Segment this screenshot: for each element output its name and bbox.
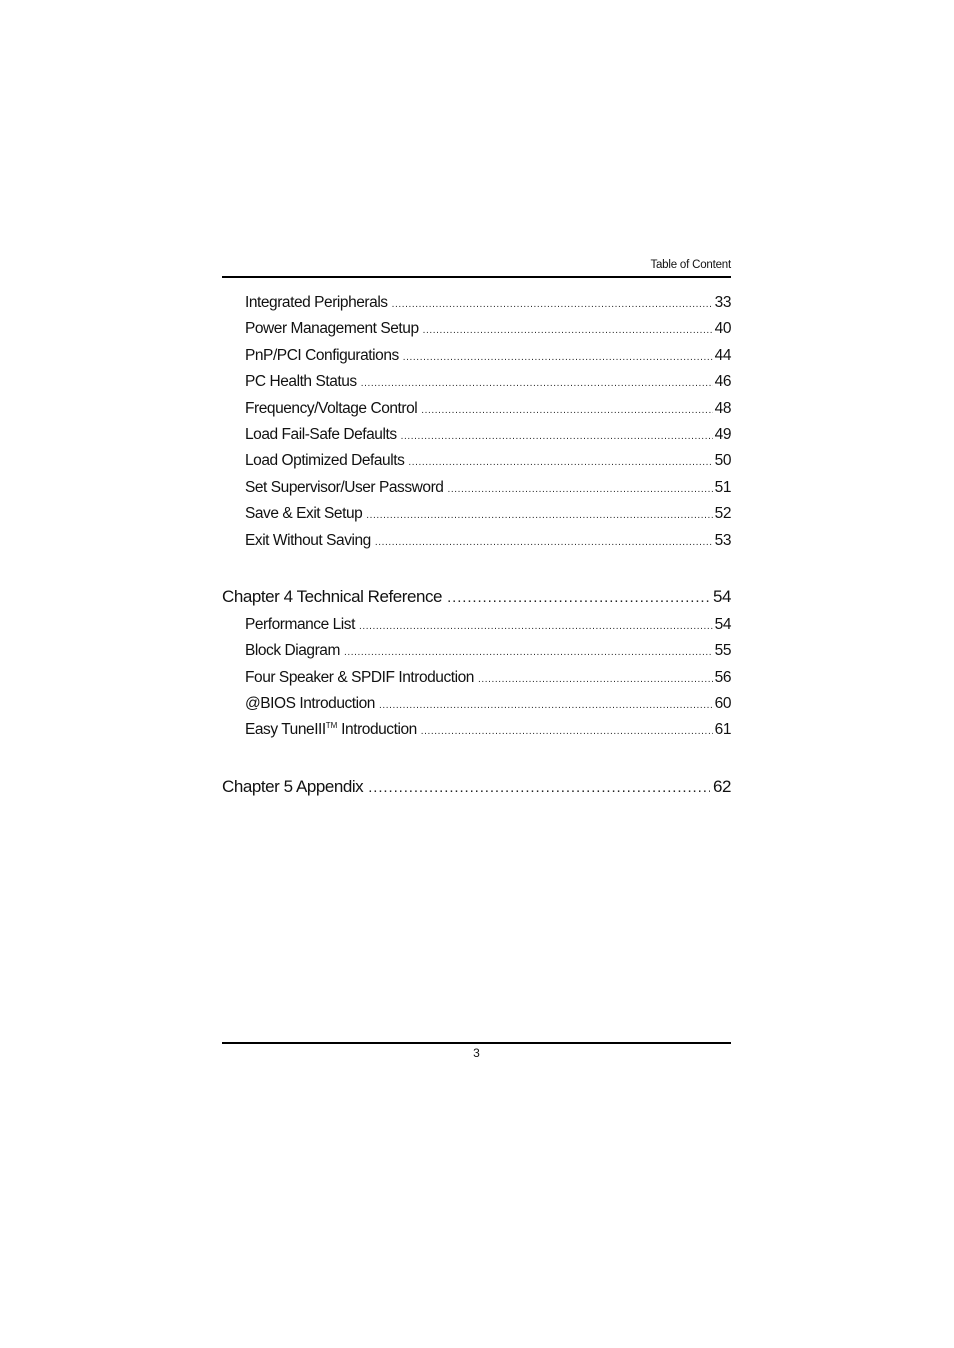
toc-entry-page: 54 [714, 616, 731, 633]
dot-leader [344, 647, 713, 658]
toc-entry-page: 33 [714, 294, 731, 311]
toc-entry-label: Four Speaker & SPDIF Introduction [245, 669, 474, 686]
toc-entry[interactable] [245, 452, 731, 470]
toc-entry[interactable] [245, 642, 731, 660]
toc-entry-label [245, 721, 417, 739]
toc-entry[interactable] [245, 400, 731, 418]
trademark-superscript: TM [325, 721, 338, 730]
dot-leader [423, 325, 713, 336]
toc-entry-label: Save & Exit Setup [245, 505, 363, 522]
toc-entry[interactable] [245, 426, 731, 444]
toc-entry[interactable] [245, 669, 731, 687]
toc-entry-page: 48 [714, 400, 731, 417]
toc-entry[interactable] [245, 695, 731, 713]
toc-entry-page: 49 [714, 426, 731, 443]
dot-leader [447, 589, 710, 606]
dot-leader [421, 405, 712, 416]
toc-entry-label: Performance List [245, 616, 355, 633]
toc-entry-page: 51 [714, 479, 731, 496]
running-header: Table of Content [650, 259, 731, 271]
toc-entry-label: Exit Without Saving [245, 532, 371, 549]
toc-entry-label: @BIOS Introduction [245, 695, 375, 712]
dot-leader [359, 621, 713, 632]
dot-leader [401, 431, 713, 442]
toc-entry-page: 53 [714, 532, 731, 549]
toc-entry-label: Frequency/Voltage Control [245, 400, 418, 417]
toc-entry[interactable] [245, 479, 731, 497]
dot-leader [368, 779, 710, 796]
toc-entry-label: Integrated Peripherals [245, 294, 388, 311]
toc-entry[interactable] [245, 505, 731, 523]
dot-leader [478, 674, 713, 685]
footer-rule [222, 1042, 731, 1044]
toc-entry-page: 40 [714, 320, 731, 337]
toc-entry[interactable] [245, 320, 731, 338]
dot-leader [375, 537, 713, 548]
toc-entry-label-suffix: Introduction [337, 721, 417, 738]
toc-entry-label: Block Diagram [245, 642, 340, 659]
toc-entry-label: Load Optimized Defaults [245, 452, 405, 469]
dot-leader [379, 700, 713, 711]
toc-entry-page: 46 [714, 373, 731, 390]
toc-entry[interactable] [245, 616, 731, 634]
toc-chapter-page: 62 [712, 777, 731, 796]
toc-entry-label: PnP/PCI Configurations [245, 347, 399, 364]
toc-entry-page: 60 [714, 695, 731, 712]
dot-leader [408, 457, 712, 468]
toc-entry[interactable] [245, 373, 731, 391]
toc-chapter-label: Chapter 5 Appendix [222, 777, 364, 796]
toc-entry-page: 44 [714, 347, 731, 364]
toc-entry-page: 50 [714, 452, 731, 469]
toc-entry-label: Load Fail-Safe Defaults [245, 426, 397, 443]
toc-entry-page: 55 [714, 642, 731, 659]
dot-leader [403, 352, 713, 363]
toc-entry[interactable] [245, 294, 731, 312]
dot-leader [447, 484, 712, 495]
toc-entry-page: 52 [714, 505, 731, 522]
dot-leader [366, 510, 712, 521]
toc-entry-page: 61 [714, 721, 731, 738]
dot-leader [421, 726, 713, 737]
page-number: 3 [473, 1046, 480, 1060]
toc-entry-label: Power Management Setup [245, 320, 419, 337]
toc-entry[interactable] [245, 532, 731, 550]
toc-entry-page: 56 [714, 669, 731, 686]
dot-leader [392, 299, 713, 310]
toc-chapter-label: Chapter 4 Technical Reference [222, 587, 443, 606]
dot-leader [361, 378, 713, 389]
toc-entry-label-main: Easy TuneIII [245, 721, 326, 738]
toc-entry[interactable] [245, 721, 731, 739]
toc-entry-label: Set Supervisor/User Password [245, 479, 444, 496]
toc-entry[interactable] [245, 347, 731, 365]
toc-entry-label: PC Health Status [245, 373, 357, 390]
toc-chapter-page: 54 [712, 587, 731, 606]
toc-chapter-5[interactable] [222, 777, 731, 797]
header-rule [222, 276, 731, 278]
toc-chapter-4[interactable] [222, 587, 731, 607]
